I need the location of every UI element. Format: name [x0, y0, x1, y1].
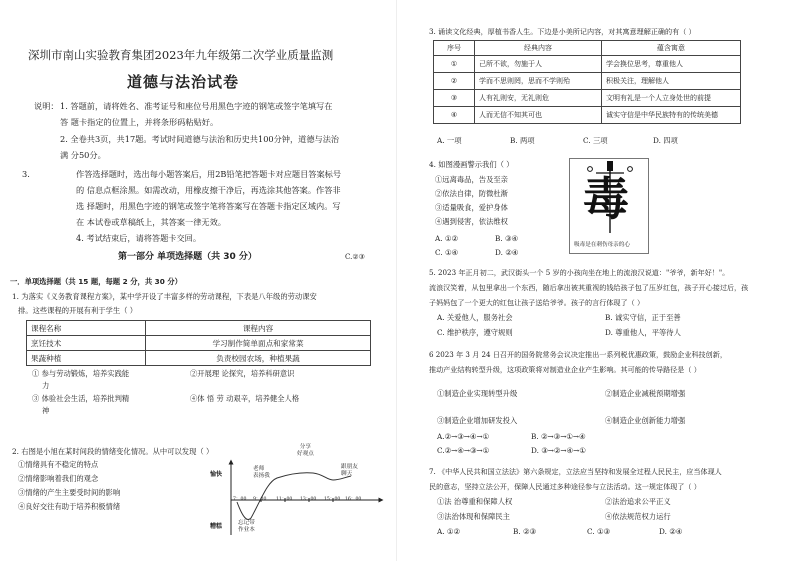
table-row: [434, 73, 741, 90]
annotation-praise: 老师 表扬我: [253, 466, 270, 479]
table-row: [434, 90, 741, 107]
q4-answer-a: A. ①②: [435, 234, 458, 243]
q3-option-a: A. 一项: [437, 136, 462, 145]
table-cell: 负责校园农场，种植果蔬: [146, 351, 371, 366]
table-cell: 果蔬种植: [27, 351, 146, 366]
q7-stem-line2: 民的意志，坚持立法公开，保障人民通过多种途径参与立法活动。这一规定体现了（ ）: [429, 482, 701, 491]
x-tick-label: 13：00: [300, 497, 317, 502]
annotation-forgot: 忘记带 作业本: [238, 520, 255, 533]
table-cell: ①: [434, 56, 475, 73]
table-cell: 学会换位思考，尊重他人: [602, 56, 741, 73]
table-cell: 学而不思则罔，思而不学则殆: [475, 73, 602, 90]
table-cell: 人而无信不知其可也: [475, 107, 602, 124]
table-header-row: [434, 41, 741, 56]
q5-option-c: C. 维护秩序，遵守规则: [437, 328, 513, 337]
q2-option-1: ①情绪具有不稳定的特点: [18, 460, 99, 469]
q6-option-3: ③制造企业增加研发投入: [437, 416, 518, 425]
table-header-cell: 课程名称: [27, 321, 146, 336]
q4-option-1: ①远离毒品，告及至亲: [435, 175, 508, 184]
x-tick-label: 15：00: [324, 497, 341, 502]
annotation-share: 分享 好观点: [297, 444, 314, 457]
cartoon-caption: 吸毒是在刺伤母亲的心: [574, 242, 630, 248]
q5-option-d: D. 尊重他人，平等待人: [605, 328, 681, 337]
q5-option-b: B. 诚实守信，正于至善: [605, 313, 681, 322]
table-header-cell: 蕴含寓意: [602, 41, 741, 56]
q3-option-d: D. 四项: [653, 136, 678, 145]
q7-option-4: ④依法规范权力运行: [605, 512, 671, 521]
q4-answer-c: C. ①④: [435, 248, 459, 257]
table-header-cell: 经典内容: [475, 41, 602, 56]
q4-option-4: ④遇到侵害，依法维权: [435, 217, 508, 226]
x-tick-label: 7：00: [233, 497, 247, 502]
table-cell: ②: [434, 73, 475, 90]
x-tick-label: 9：00: [253, 497, 267, 502]
cartoon-character: 毒: [583, 172, 629, 226]
table-cell: 诚实守信是中华民族特有的传统美德: [602, 107, 741, 124]
annotation-chat: 跟朋友 聊天: [341, 464, 358, 477]
table-cell: 人有礼则安，无礼则危: [475, 90, 602, 107]
q2-option-4: ④良好交往有助于培养积极情绪: [18, 502, 121, 511]
exam-title-line2: 道德与法治试卷: [127, 73, 240, 91]
table-header-row: [27, 321, 371, 336]
q6-answer-c: C.②→④→③→①: [437, 446, 490, 455]
q1-stem-line2: 排。这些课程的开展有利于学生（ ）: [18, 306, 138, 315]
q1-option-2: ②开展理 论探究，培养科研意识: [190, 369, 295, 378]
table-header-cell: 序号: [434, 41, 475, 56]
q3-classic-table: [433, 40, 741, 124]
q7-answer-b: B. ②③: [513, 527, 537, 536]
instruction-1a: 1. 答题前，请将姓名、准考证号和座位号用黑色字迹的钢笔或签字笔填写在: [60, 101, 333, 111]
table-cell: ④: [434, 107, 475, 124]
drug-warning-cartoon: [569, 158, 649, 254]
table-row: [434, 56, 741, 73]
q3-stem: 3. 诵读文化经典，厚植书香人生。下边是小美所记内容，对其寓意理解正确的有（ ）: [429, 27, 696, 36]
q7-option-2: ②法治追求公平正义: [605, 497, 671, 506]
q7-answer-d: D. ②④: [659, 527, 683, 536]
q3-option-c: C. 三项: [583, 136, 608, 145]
q6-stem-line1: 6 2023 年 3 月 24 日召开的国务院常务会议决定推出一系列税优惠政策，鼓励企业科技创新，: [429, 350, 727, 359]
q5-stem-line3: 子妈妈包了一个更大的红包让孩子送给爷爷。孩子的言行体现了（ ）: [429, 298, 645, 307]
q7-answer-c: C. ①③: [587, 527, 611, 536]
q1-option-1: ① 参与劳动锻炼，培养实践能: [32, 369, 130, 378]
q1-option-1-cont: 力: [42, 381, 50, 390]
q2-option-3: ③情绪的产生主要受时间的影响: [18, 488, 121, 497]
q4-answer-b: B. ③④: [495, 234, 519, 243]
q4-answer-d: D. ②④: [495, 248, 519, 257]
table-row: [434, 107, 741, 124]
q6-answer-a: A.②→③→④→①: [437, 432, 490, 441]
instruction-1b: 答 题卡指定的位置上，并将条形码粘贴好。: [60, 117, 219, 127]
q1-option-3-cont: 神: [42, 406, 50, 415]
instruction-3d: 在 本试卷或草稿纸上，其答案一律无效。: [76, 217, 226, 227]
part1-heading: 第一部分 单项选择题（共 30 分）: [118, 252, 257, 262]
q7-stem-line1: 7. 《中华人民共和国立法法》第六条规定，立法应当坚持和发展全过程人民民主，应当体现人: [429, 467, 722, 476]
x-tick-label: 16：00: [345, 497, 362, 502]
q6-stem-line2: 推动产业结构转型升级，这项政策将对制造业企业产生影响。其可能的传导路径是（ ）: [429, 365, 701, 374]
q4-option-3: ③适量吸食，爱护身体: [435, 203, 508, 212]
right-page: [397, 0, 794, 561]
section1-heading: 一．单项选择题（共 15 题，每题 2 分，共 30 分）: [10, 277, 182, 286]
table-cell: 学习制作简单面点和家常菜: [146, 336, 371, 351]
q2-option-2: ②情绪影响着我们的观念: [18, 474, 99, 483]
q6-option-4: ④制造企业创新能力增强: [605, 416, 686, 425]
instruction-3c: 选 择题时，用黑色字迹的钢笔或签字笔将答案写在答题卡指定区域内。写: [76, 201, 341, 211]
x-tick-label: 11：00: [276, 497, 293, 502]
q6-answer-b: B. ②→③→①→④: [531, 432, 586, 441]
q3-option-b: B. 两项: [510, 136, 535, 145]
table-header-cell: 课程内容: [146, 321, 371, 336]
part1-aside: C.②③: [345, 253, 365, 261]
q4-option-2: ②依法自律，防微杜渐: [435, 189, 508, 198]
q1-course-table: [26, 320, 371, 366]
q1-stem-line1: 1. 为落实《义务教育课程方案》，某中学开设了丰富多样的劳动课程，下表是八年级的劳动课安: [12, 292, 317, 301]
instruction-2a: 2. 全卷共3页，共17题。考试时间道德与法治和历史共100分钟，道德与法治: [60, 134, 340, 144]
table-row: [27, 351, 371, 366]
exam-title-line1: 深圳市南山实验教育集团2023年九年级第二次学业质量监测: [28, 48, 334, 62]
q5-stem-line2: 流浪汉笑着，从包里拿出一个东西，随后拿出被其重视的钱给孩子包了压岁红包，孩子开心接过后，孩: [429, 283, 749, 292]
q1-option-4: ④体 悟 劳 动艰辛，培养健全人格: [190, 394, 300, 403]
instruction-3a: 作答选择题时，选出每小题答案后，用2B铅笔把答题卡对应题目答案标号: [76, 169, 342, 179]
q7-answer-a: A. ①②: [437, 527, 460, 536]
table-row: [27, 336, 371, 351]
q6-option-1: ①制造企业实现转型升级: [437, 389, 518, 398]
instruction-3-number: 3.: [22, 169, 30, 179]
instructions-label: 说明：: [34, 101, 59, 111]
table-cell: 己所不欲，勿施于人: [475, 56, 602, 73]
q2-stem: 2. 右图是小旭在某时间段的情绪变化情况。从中可以发现（ ）: [12, 447, 214, 456]
table-cell: 积极关注，理解他人: [602, 73, 741, 90]
table-cell: 烹饪技术: [27, 336, 146, 351]
instruction-2b: 满 分50分。: [60, 150, 106, 160]
q7-option-3: ③法治体现和保障民主: [437, 512, 510, 521]
q5-option-a: A. 关爱他人，服务社会: [437, 313, 513, 322]
instruction-4: 4. 考试结束后，请将答题卡交回。: [76, 233, 202, 243]
emotion-chart: [205, 440, 385, 540]
q6-option-2: ②制造企业减税预期增强: [605, 389, 686, 398]
table-cell: ③: [434, 90, 475, 107]
emotion-chart-svg: [205, 440, 385, 540]
q1-option-3: ③ 体验社会生活，培养批判精: [32, 394, 130, 403]
chart-y-label-top: 愉快: [210, 471, 223, 478]
instruction-3b: 的 信息点框涂黑。如需改动，用橡皮擦干净后，再选涂其他答案。作答非: [76, 185, 341, 195]
q4-stem: 4. 如图漫画警示我们（ ）: [429, 160, 514, 169]
q6-answer-d: D. ③→②→④→①: [531, 446, 586, 455]
table-cell: 文明有礼是一个人立身处世的前提: [602, 90, 741, 107]
chart-y-label-bottom: 糟糕: [210, 523, 223, 530]
q5-stem-line1: 5. 2023 年正月初二，武汉街头一个 5 岁的小孩向坐在地上的流浪汉说道："爷爷，新年好！"。: [429, 268, 730, 277]
q7-option-1: ①法 治尊重和保障人权: [437, 497, 513, 506]
